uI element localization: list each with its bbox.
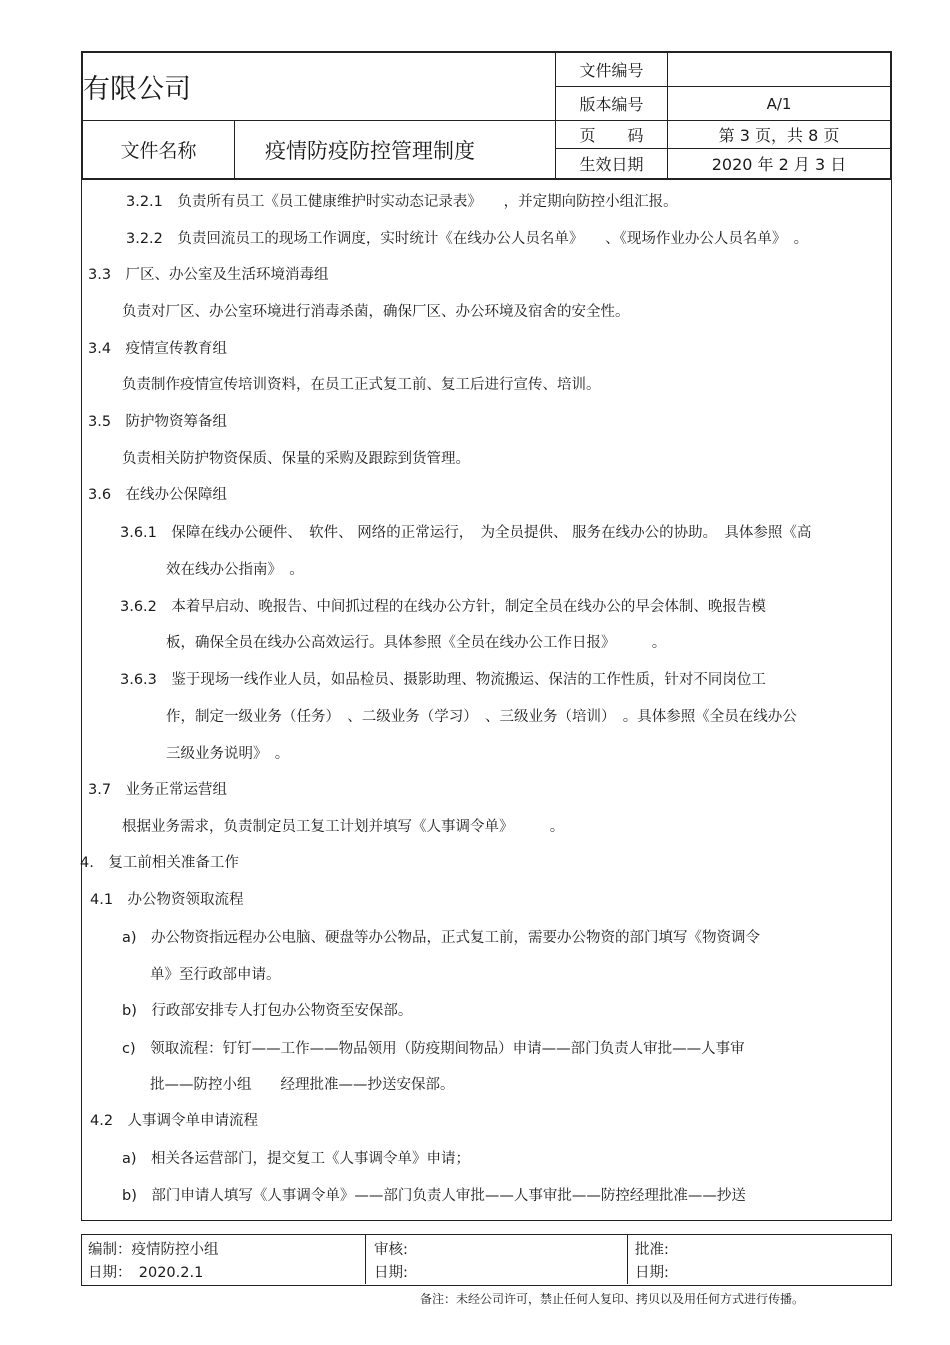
body-line: a) 相关各运营部门，提交复工《人事调令单》申请；	[122, 1151, 471, 1167]
body-line: 3.6.3 鉴于现场一线作业人员，如品检员、摄影助理、物流搬运、保洁的工作性质，针对不同岗位工	[120, 672, 766, 688]
file-name-value: 疫情防疫防控管理制度	[265, 138, 475, 163]
body-line: 作，制定一级业务（任务） 、二级业务（学习） 、三级业务（培训） 。具体参照《全员在线办公	[166, 709, 797, 725]
body-line: 单》至行政部申请。	[150, 967, 281, 983]
body-line: 3.6.1 保障在线办公硬件、 软件、 网络的正常运行， 为全员提供、 服务在线办公的协助。 具体参照《高	[120, 525, 812, 541]
section-heading: 3.7 业务正常运营组	[88, 782, 228, 798]
footer-note: 备注：未经公司许可，禁止任何人复印、拷贝以及用任何方式进行传播。	[420, 1292, 805, 1306]
approved-by: 批准:	[635, 1242, 669, 1258]
reviewed-date: 日期:	[374, 1265, 408, 1281]
document-header-table	[81, 51, 892, 180]
body-line: 负责对厂区、办公室环境进行消毒杀菌，确保厂区、办公环境及宿舍的安全性。	[122, 304, 630, 320]
footer-divider	[627, 1235, 628, 1284]
version-label: 版本编号	[579, 95, 644, 114]
body-line: 板，确保全员在线办公高效运行。具体参照《全员在线办公工作日报》 。	[166, 635, 667, 651]
file-name-label: 文件名称	[120, 140, 197, 162]
body-line: a) 办公物资指远程办公电脑、硬盘等办公物品，正式复工前，需要办公物资的部门填写《物资调令	[122, 930, 761, 946]
body-line: 负责相关防护物资保质、保量的采购及跟踪到货管理。	[122, 451, 470, 467]
body-line: 根据业务需求，负责制定员工复工计划并填写《人事调令单》 。	[122, 819, 565, 835]
doc-no-value	[668, 53, 890, 86]
section-heading: 4.2 人事调令单申请流程	[90, 1113, 259, 1129]
section-heading: 3.6 在线办公保障组	[88, 487, 228, 503]
section-heading: 3.5 防护物资筹备组	[88, 414, 228, 430]
body-line: 3.6.2 本着早启动、晚报告、中间抓过程的在线办公方针，制定全员在线办公的早会体制、晚报告模	[120, 599, 766, 615]
body-line: 3.2.1 负责所有员工《员工健康维护时实动态记录表》 ，并定期向防控小组汇报。	[126, 194, 678, 210]
section-heading: 4.1 办公物资领取流程	[90, 892, 244, 908]
section-heading: 3.3 厂区、办公室及生活环境消毒组	[88, 267, 329, 283]
footer-divider	[365, 1235, 366, 1284]
prepared-date: 日期： 2020.2.1	[88, 1265, 204, 1281]
body-line: 三级业务说明》 。	[166, 746, 290, 762]
section-heading: 3.4 疫情宣传教育组	[88, 341, 228, 357]
document-footer-table	[81, 1234, 892, 1286]
version-value: A/1	[766, 94, 792, 113]
approved-date: 日期:	[635, 1265, 669, 1281]
body-line: b) 行政部安排专人打包办公物资至安保部。	[122, 1003, 413, 1019]
body-line: 负责制作疫情宣传培训资料，在员工正式复工前、复工后进行宣传、培训。	[122, 377, 601, 393]
body-line: 3.2.2 负责回流员工的现场工作调度，实时统计《在线办公人员名单》 、《现场作业办公人员名单》 。	[126, 231, 809, 247]
reviewed-by: 审核:	[374, 1242, 408, 1258]
body-line: c) 领取流程：钉钉——工作——物品领用（防疫期间物品）申请——部门负责人审批——人事审	[122, 1041, 745, 1057]
effective-date-value: 2020 年 2 月 3 日	[711, 155, 847, 174]
effective-date-label: 生效日期	[579, 155, 644, 174]
doc-no-label: 文件编号	[579, 61, 644, 80]
company-name: 有限公司	[83, 74, 191, 105]
page-value: 第 3 页，共 8 页	[718, 126, 840, 145]
body-line: 效在线办公指南》 。	[166, 562, 304, 578]
prepared-by: 编制：疫情防控小组	[88, 1242, 219, 1258]
page-label: 页 码	[579, 126, 644, 145]
body-line: 批——防控小组 经理批准——抄送安保部。	[150, 1077, 455, 1093]
body-line: b) 部门申请人填写《人事调令单》——部门负责人审批——人事审批——防控经理批准——抄送	[122, 1188, 746, 1204]
document-body-frame	[81, 179, 892, 1221]
section-heading: 4. 复工前相关准备工作	[80, 855, 239, 871]
